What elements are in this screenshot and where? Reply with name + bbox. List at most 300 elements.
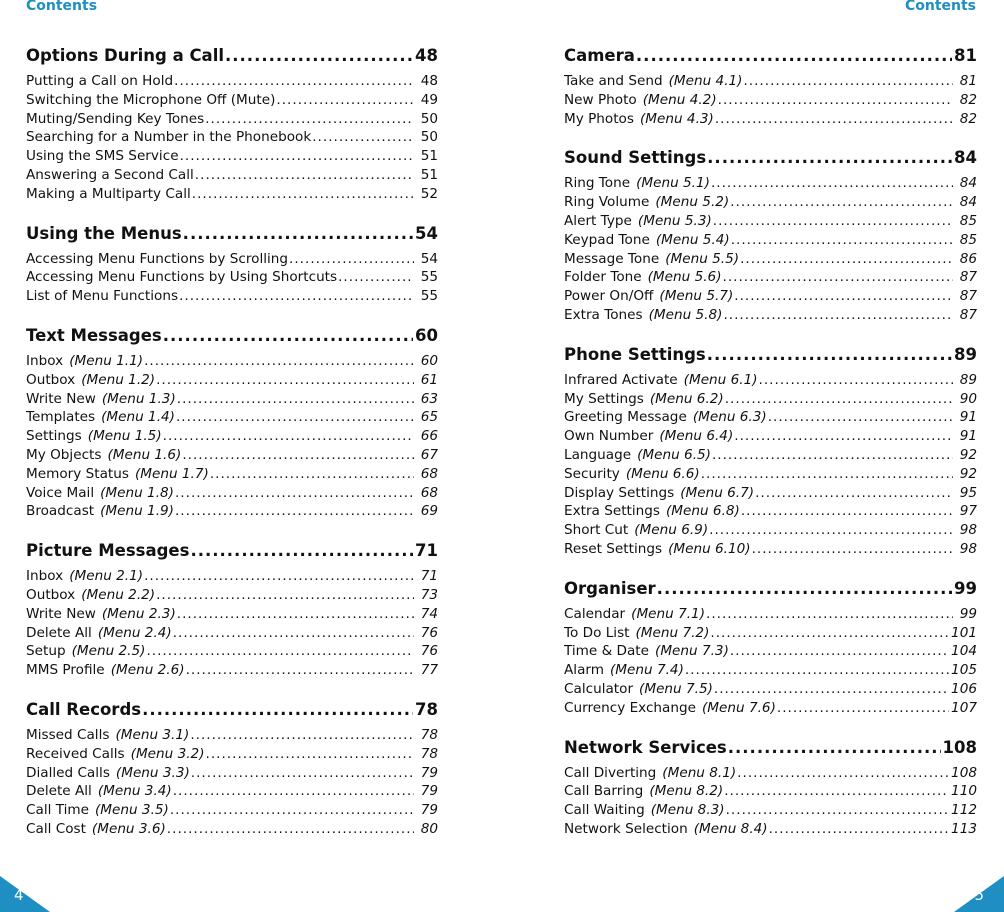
- entry-menu-ref: (Menu 1.9): [100, 503, 174, 520]
- entry-page-number: 68: [420, 484, 438, 501]
- toc-entry[interactable]: [564, 446, 977, 465]
- toc-entry[interactable]: [26, 567, 438, 586]
- entry-menu-ref: (Menu 2.3): [101, 605, 176, 622]
- toc-entry[interactable]: [564, 801, 977, 820]
- entry-page-number: 71: [420, 568, 438, 585]
- section-page-number: 71: [415, 541, 438, 561]
- entry-menu-ref: (Menu 5.8): [648, 306, 723, 323]
- entry-label: Outbox: [26, 371, 76, 388]
- section-title: Phone Settings: [564, 344, 706, 364]
- toc-entry[interactable]: [564, 699, 977, 718]
- section-title: Network Services: [564, 737, 727, 757]
- entry-page-number: 99: [959, 605, 977, 622]
- entry-page-number: 79: [420, 783, 438, 800]
- entry-label: Making a Multiparty Call: [26, 185, 191, 202]
- entry-page-number: 73: [420, 586, 438, 603]
- entry-menu-ref: (Menu 6.3): [692, 409, 767, 426]
- entry-menu-ref: (Menu 8.1): [662, 764, 737, 781]
- entry-page-number: 110: [951, 783, 977, 800]
- entry-label: Call Time: [26, 802, 89, 819]
- section-page-number: 108: [942, 737, 977, 757]
- dot-leader: [777, 699, 949, 718]
- dot-leader: [210, 465, 414, 484]
- entry-menu-ref: (Menu 3.6): [91, 820, 166, 837]
- entry-menu-ref: (Menu 2.2): [81, 586, 156, 603]
- entry-page-number: 104: [951, 643, 977, 660]
- dot-leader: [752, 540, 953, 559]
- toc-section: [26, 320, 438, 521]
- toc-entry[interactable]: [564, 250, 977, 269]
- toc-entry[interactable]: [26, 726, 438, 745]
- entry-page-number: 85: [959, 231, 977, 248]
- toc-entry[interactable]: [564, 680, 977, 699]
- toc-section: [564, 339, 977, 559]
- dot-leader: [167, 820, 414, 839]
- toc-entry[interactable]: [26, 764, 438, 783]
- toc-entry[interactable]: [26, 390, 438, 409]
- dot-leader: [741, 502, 953, 521]
- entry-label: Take and Send: [564, 73, 663, 89]
- entry-menu-ref: (Menu 3.5): [94, 802, 169, 819]
- entry-menu-ref: (Menu 8.3): [650, 802, 725, 819]
- entry-label: Write New: [26, 390, 96, 407]
- entry-menu-ref: (Menu 3.2): [130, 745, 205, 762]
- dot-leader: [725, 390, 953, 409]
- dot-leader: [740, 250, 953, 269]
- entry-label: Switching the Microphone Off (Mute): [26, 91, 276, 108]
- toc-entry[interactable]: [26, 268, 438, 287]
- entry-label: Currency Exchange: [564, 699, 696, 716]
- dot-leader: [715, 110, 953, 129]
- toc-entry[interactable]: [26, 820, 438, 839]
- toc-entry[interactable]: [26, 110, 438, 129]
- entry-label: Network Selection: [564, 820, 688, 837]
- dot-leader: [190, 535, 413, 567]
- dot-leader: [144, 352, 414, 371]
- left-page-number: 4: [14, 886, 24, 904]
- dot-leader: [173, 782, 414, 801]
- dot-leader: [707, 142, 952, 174]
- entry-label: List of Menu Functions: [26, 288, 179, 305]
- section-title: Picture Messages: [26, 541, 190, 561]
- entry-menu-ref: (Menu 8.4): [693, 820, 768, 837]
- entry-page-number: 67: [420, 446, 438, 463]
- dot-leader: [734, 427, 953, 446]
- entry-menu-ref: (Menu 5.1): [636, 175, 710, 192]
- toc-section-heading[interactable]: [26, 320, 438, 352]
- entry-label: Calendar: [564, 605, 626, 622]
- dot-leader: [768, 408, 953, 427]
- dot-leader: [743, 72, 953, 91]
- dot-leader: [685, 661, 949, 680]
- entry-menu-ref: (Menu 6.8): [665, 503, 740, 520]
- toc-entry[interactable]: [564, 306, 977, 325]
- toc-entry[interactable]: [564, 427, 977, 446]
- entry-menu-ref: (Menu 7.3): [655, 643, 729, 660]
- right-page-header: Contents: [904, 0, 976, 14]
- dot-leader: [726, 801, 949, 820]
- dot-leader: [737, 764, 949, 783]
- entry-label: Muting/Sending Key Tones: [26, 110, 205, 127]
- toc-entry[interactable]: [564, 661, 977, 680]
- dot-leader: [289, 250, 414, 269]
- entry-menu-ref: (Menu 4.1): [668, 73, 743, 89]
- entry-label: Outbox: [26, 586, 76, 603]
- entry-page-number: 76: [420, 643, 438, 660]
- dot-leader: [142, 694, 413, 726]
- entry-label: Voice Mail: [26, 484, 95, 501]
- entry-label: Missed Calls: [26, 726, 110, 743]
- dot-leader: [712, 446, 953, 465]
- toc-entry[interactable]: [26, 586, 438, 605]
- entry-page-number: 105: [951, 662, 977, 679]
- entry-menu-ref: (Menu 6.5): [637, 446, 711, 463]
- toc-entry[interactable]: [26, 166, 438, 185]
- dot-leader: [192, 185, 414, 204]
- toc-entry[interactable]: [26, 91, 438, 110]
- entry-label: Infrared Activate: [564, 371, 678, 388]
- entry-page-number: 92: [959, 465, 977, 482]
- dot-leader: [730, 642, 949, 661]
- entry-menu-ref: (Menu 2.1): [69, 568, 144, 585]
- entry-label: My Settings: [564, 390, 644, 407]
- section-page-number: 54: [415, 223, 438, 243]
- dot-leader: [724, 782, 949, 801]
- dot-leader: [338, 268, 414, 287]
- entry-menu-ref: (Menu 7.4): [610, 662, 684, 679]
- entry-label: Ring Tone: [564, 175, 631, 192]
- toc-entry[interactable]: [26, 642, 438, 661]
- dot-leader: [755, 484, 953, 503]
- section-title: Sound Settings: [564, 148, 707, 168]
- dot-leader: [175, 502, 414, 521]
- entry-label: Templates: [26, 409, 96, 426]
- toc-entry[interactable]: [26, 128, 438, 147]
- entry-menu-ref: (Menu 1.3): [101, 390, 176, 407]
- entry-label: Accessing Menu Functions by Using Shortcuts: [26, 269, 338, 286]
- dot-leader: [730, 193, 953, 212]
- toc-section-heading[interactable]: [564, 573, 977, 605]
- dot-leader: [734, 287, 953, 306]
- toc-section-heading[interactable]: [564, 732, 977, 764]
- entry-label: Power On/Off: [564, 288, 654, 305]
- entry-label: Settings: [26, 428, 82, 445]
- toc-entry[interactable]: [564, 540, 977, 559]
- section-title: Using the Menus: [26, 223, 182, 243]
- entry-page-number: 69: [420, 503, 438, 520]
- entry-menu-ref: (Menu 5.7): [659, 288, 734, 305]
- entry-label: Received Calls: [26, 745, 125, 762]
- dot-leader: [179, 287, 414, 306]
- toc-entry[interactable]: [26, 287, 438, 306]
- toc-entry[interactable]: [26, 147, 438, 166]
- entry-menu-ref: (Menu 4.2): [642, 91, 717, 108]
- toc-entry[interactable]: [564, 642, 977, 661]
- toc-section: [26, 694, 438, 839]
- toc-entry[interactable]: [564, 268, 977, 287]
- entry-page-number: 106: [951, 680, 977, 697]
- toc-section: [564, 732, 977, 839]
- entry-menu-ref: (Menu 7.5): [639, 680, 713, 697]
- toc-entry[interactable]: [564, 624, 977, 643]
- dot-leader: [769, 820, 949, 839]
- entry-menu-ref: (Menu 5.2): [655, 194, 730, 211]
- toc-entry[interactable]: [26, 661, 438, 680]
- right-page-number: 5: [974, 886, 984, 904]
- entry-label: Call Waiting: [564, 802, 645, 819]
- entry-page-number: 87: [959, 306, 977, 323]
- entry-label: MMS Profile: [26, 662, 105, 679]
- entry-menu-ref: (Menu 1.4): [101, 409, 175, 426]
- toc-entry[interactable]: [564, 484, 977, 503]
- toc-entry[interactable]: [26, 185, 438, 204]
- toc-entry[interactable]: [26, 624, 438, 643]
- entry-page-number: 79: [420, 802, 438, 819]
- entry-label: Folder Tone: [564, 269, 642, 286]
- dot-leader: [205, 110, 414, 129]
- entry-page-number: 63: [420, 390, 438, 407]
- entry-page-number: 66: [420, 428, 438, 445]
- entry-label: Short Cut: [564, 522, 629, 539]
- entry-label: Own Number: [564, 428, 654, 445]
- entry-label: Keypad Tone: [564, 231, 650, 248]
- entry-page-number: 98: [959, 540, 977, 557]
- toc-entry[interactable]: [564, 764, 977, 783]
- toc-entry[interactable]: [26, 446, 438, 465]
- toc-entry[interactable]: [564, 782, 977, 801]
- dot-leader: [710, 624, 949, 643]
- toc-entry[interactable]: [564, 502, 977, 521]
- toc-entry[interactable]: [564, 212, 977, 231]
- toc-section: [26, 218, 438, 306]
- toc-entry[interactable]: [26, 408, 438, 427]
- entry-page-number: 55: [420, 288, 438, 305]
- dot-leader: [728, 732, 941, 764]
- toc-section-heading[interactable]: [564, 142, 977, 174]
- toc-entry[interactable]: [564, 408, 977, 427]
- toc-entry[interactable]: [564, 605, 977, 624]
- entry-label: Setup: [26, 643, 66, 660]
- entry-page-number: 50: [420, 129, 438, 146]
- section-page-number: 78: [415, 699, 438, 719]
- dot-leader: [163, 320, 413, 352]
- entry-page-number: 82: [959, 91, 977, 108]
- toc-entry[interactable]: [564, 820, 977, 839]
- entry-page-number: 90: [959, 390, 977, 407]
- toc-entry[interactable]: [26, 427, 438, 446]
- entry-label: Message Tone: [564, 250, 660, 267]
- entry-menu-ref: (Menu 1.1): [69, 352, 144, 369]
- entry-page-number: 51: [420, 166, 438, 183]
- entry-label: Dialled Calls: [26, 764, 110, 781]
- entry-menu-ref: (Menu 1.6): [107, 446, 182, 463]
- entry-label: Delete All: [26, 624, 92, 641]
- entry-page-number: 74: [420, 605, 438, 622]
- toc-section-heading[interactable]: [26, 40, 438, 72]
- toc-entry[interactable]: [26, 465, 438, 484]
- entry-page-number: 95: [959, 484, 977, 501]
- dot-leader: [723, 268, 954, 287]
- entry-menu-ref: (Menu 3.1): [115, 726, 190, 743]
- entry-page-number: 49: [420, 91, 438, 108]
- dot-leader: [156, 371, 414, 390]
- toc-entry[interactable]: [564, 390, 977, 409]
- toc-section: [564, 142, 977, 324]
- section-page-number: 89: [954, 344, 977, 364]
- entry-page-number: 87: [959, 269, 977, 286]
- entry-page-number: 97: [959, 503, 977, 520]
- entry-page-number: 82: [959, 110, 977, 127]
- entry-page-number: 48: [420, 73, 438, 89]
- entry-page-number: 108: [951, 764, 977, 781]
- dot-leader: [225, 40, 413, 72]
- section-title: Text Messages: [26, 325, 162, 345]
- toc-entry[interactable]: [564, 521, 977, 540]
- entry-page-number: 84: [959, 194, 977, 211]
- entry-label: Language: [564, 446, 632, 463]
- toc-entry[interactable]: [26, 801, 438, 820]
- toc-section-heading[interactable]: [564, 339, 977, 371]
- toc-section-heading[interactable]: [26, 218, 438, 250]
- entry-label: Answering a Second Call: [26, 166, 194, 183]
- entry-label: Calculator: [564, 680, 634, 697]
- dot-leader: [723, 306, 953, 325]
- toc-entry[interactable]: [564, 72, 977, 91]
- entry-label: Ring Volume: [564, 194, 650, 211]
- section-page-number: 99: [954, 578, 977, 598]
- entry-page-number: 84: [959, 175, 977, 192]
- toc-section-heading[interactable]: [564, 40, 977, 72]
- toc-entry[interactable]: [26, 605, 438, 624]
- entry-label: My Photos: [564, 110, 634, 127]
- entry-menu-ref: (Menu 7.2): [635, 624, 710, 641]
- entry-menu-ref: (Menu 2.6): [110, 662, 185, 679]
- entry-menu-ref: (Menu 5.6): [647, 269, 722, 286]
- entry-label: Security: [564, 465, 620, 482]
- entry-page-number: 86: [959, 250, 977, 267]
- entry-menu-ref: (Menu 5.4): [655, 231, 730, 248]
- entry-page-number: 87: [959, 288, 977, 305]
- toc-section-heading[interactable]: [26, 694, 438, 726]
- entry-menu-ref: (Menu 7.1): [631, 605, 706, 622]
- entry-page-number: 51: [420, 148, 438, 165]
- entry-menu-ref: (Menu 1.2): [81, 371, 156, 388]
- section-title: Camera: [564, 46, 635, 65]
- left-page-corner-tab: [0, 876, 50, 912]
- entry-label: Accessing Menu Functions by Scrolling: [26, 250, 289, 267]
- dot-leader: [163, 427, 414, 446]
- dot-leader: [713, 212, 953, 231]
- toc-entry[interactable]: [26, 72, 438, 91]
- entry-menu-ref: (Menu 6.1): [683, 371, 758, 388]
- toc-section: [564, 40, 977, 128]
- entry-menu-ref: (Menu 2.5): [71, 643, 146, 660]
- toc-entry[interactable]: [26, 782, 438, 801]
- entry-page-number: 107: [951, 699, 977, 716]
- entry-label: Write New: [26, 605, 96, 622]
- entry-label: Reset Settings: [564, 540, 663, 557]
- dot-leader: [174, 72, 414, 91]
- toc-entry[interactable]: [26, 371, 438, 390]
- toc-section-heading[interactable]: [26, 535, 438, 567]
- entry-label: Call Diverting: [564, 764, 657, 781]
- toc-entry[interactable]: [564, 465, 977, 484]
- dot-leader: [182, 446, 414, 465]
- dot-leader: [170, 801, 414, 820]
- toc-entry[interactable]: [26, 352, 438, 371]
- entry-menu-ref: (Menu 1.7): [134, 465, 209, 482]
- entry-menu-ref: (Menu 6.10): [668, 540, 751, 557]
- toc-entry[interactable]: [564, 231, 977, 250]
- dot-leader: [709, 521, 953, 540]
- toc-entry[interactable]: [564, 91, 977, 110]
- entry-menu-ref: (Menu 8.2): [649, 783, 724, 800]
- entry-page-number: 61: [420, 371, 438, 388]
- toc-entry[interactable]: [564, 371, 977, 390]
- dot-leader: [206, 745, 414, 764]
- dot-leader: [636, 40, 952, 72]
- toc-section: [26, 535, 438, 680]
- entry-page-number: 98: [959, 522, 977, 539]
- entry-page-number: 52: [420, 185, 438, 202]
- entry-menu-ref: (Menu 5.3): [637, 212, 712, 229]
- entry-page-number: 60: [420, 352, 438, 369]
- section-page-number: 81: [954, 46, 977, 65]
- toc-section: [26, 40, 438, 204]
- dot-leader: [183, 218, 413, 250]
- entry-menu-ref: (Menu 5.5): [665, 250, 740, 267]
- entry-menu-ref: (Menu 6.6): [625, 465, 700, 482]
- toc-entry[interactable]: [26, 502, 438, 521]
- toc-entry[interactable]: [26, 745, 438, 764]
- right-toc-column: [564, 40, 977, 853]
- section-page-number: 48: [415, 46, 438, 65]
- entry-menu-ref: (Menu 1.8): [100, 484, 174, 501]
- dot-leader: [312, 128, 414, 147]
- entry-page-number: 112: [951, 802, 977, 819]
- entry-label: Time & Date: [564, 643, 650, 660]
- dot-leader: [191, 764, 414, 783]
- toc-entry[interactable]: [26, 250, 438, 269]
- section-page-number: 60: [415, 325, 438, 345]
- entry-label: Extra Settings: [564, 503, 660, 520]
- dot-leader: [707, 339, 952, 371]
- entry-page-number: 80: [420, 820, 438, 837]
- toc-entry[interactable]: [564, 110, 977, 129]
- entry-label: My Objects: [26, 446, 102, 463]
- toc-entry[interactable]: [564, 287, 977, 306]
- entry-page-number: 55: [420, 269, 438, 286]
- entry-menu-ref: (Menu 2.4): [97, 624, 172, 641]
- toc-entry[interactable]: [564, 193, 977, 212]
- entry-menu-ref: (Menu 4.3): [639, 110, 714, 127]
- entry-page-number: 76: [420, 624, 438, 641]
- dot-leader: [701, 465, 953, 484]
- dot-leader: [176, 408, 414, 427]
- entry-page-number: 65: [420, 409, 438, 426]
- dot-leader: [276, 91, 414, 110]
- section-page-number: 84: [954, 148, 977, 168]
- entry-page-number: 113: [951, 820, 977, 837]
- toc-entry[interactable]: [26, 484, 438, 503]
- dot-leader: [173, 624, 414, 643]
- section-title: Organiser: [564, 578, 656, 598]
- entry-page-number: 54: [420, 250, 438, 267]
- entry-label: Inbox: [26, 568, 64, 585]
- entry-page-number: 101: [951, 624, 977, 641]
- entry-menu-ref: (Menu 3.4): [97, 783, 172, 800]
- toc-entry[interactable]: [564, 174, 977, 193]
